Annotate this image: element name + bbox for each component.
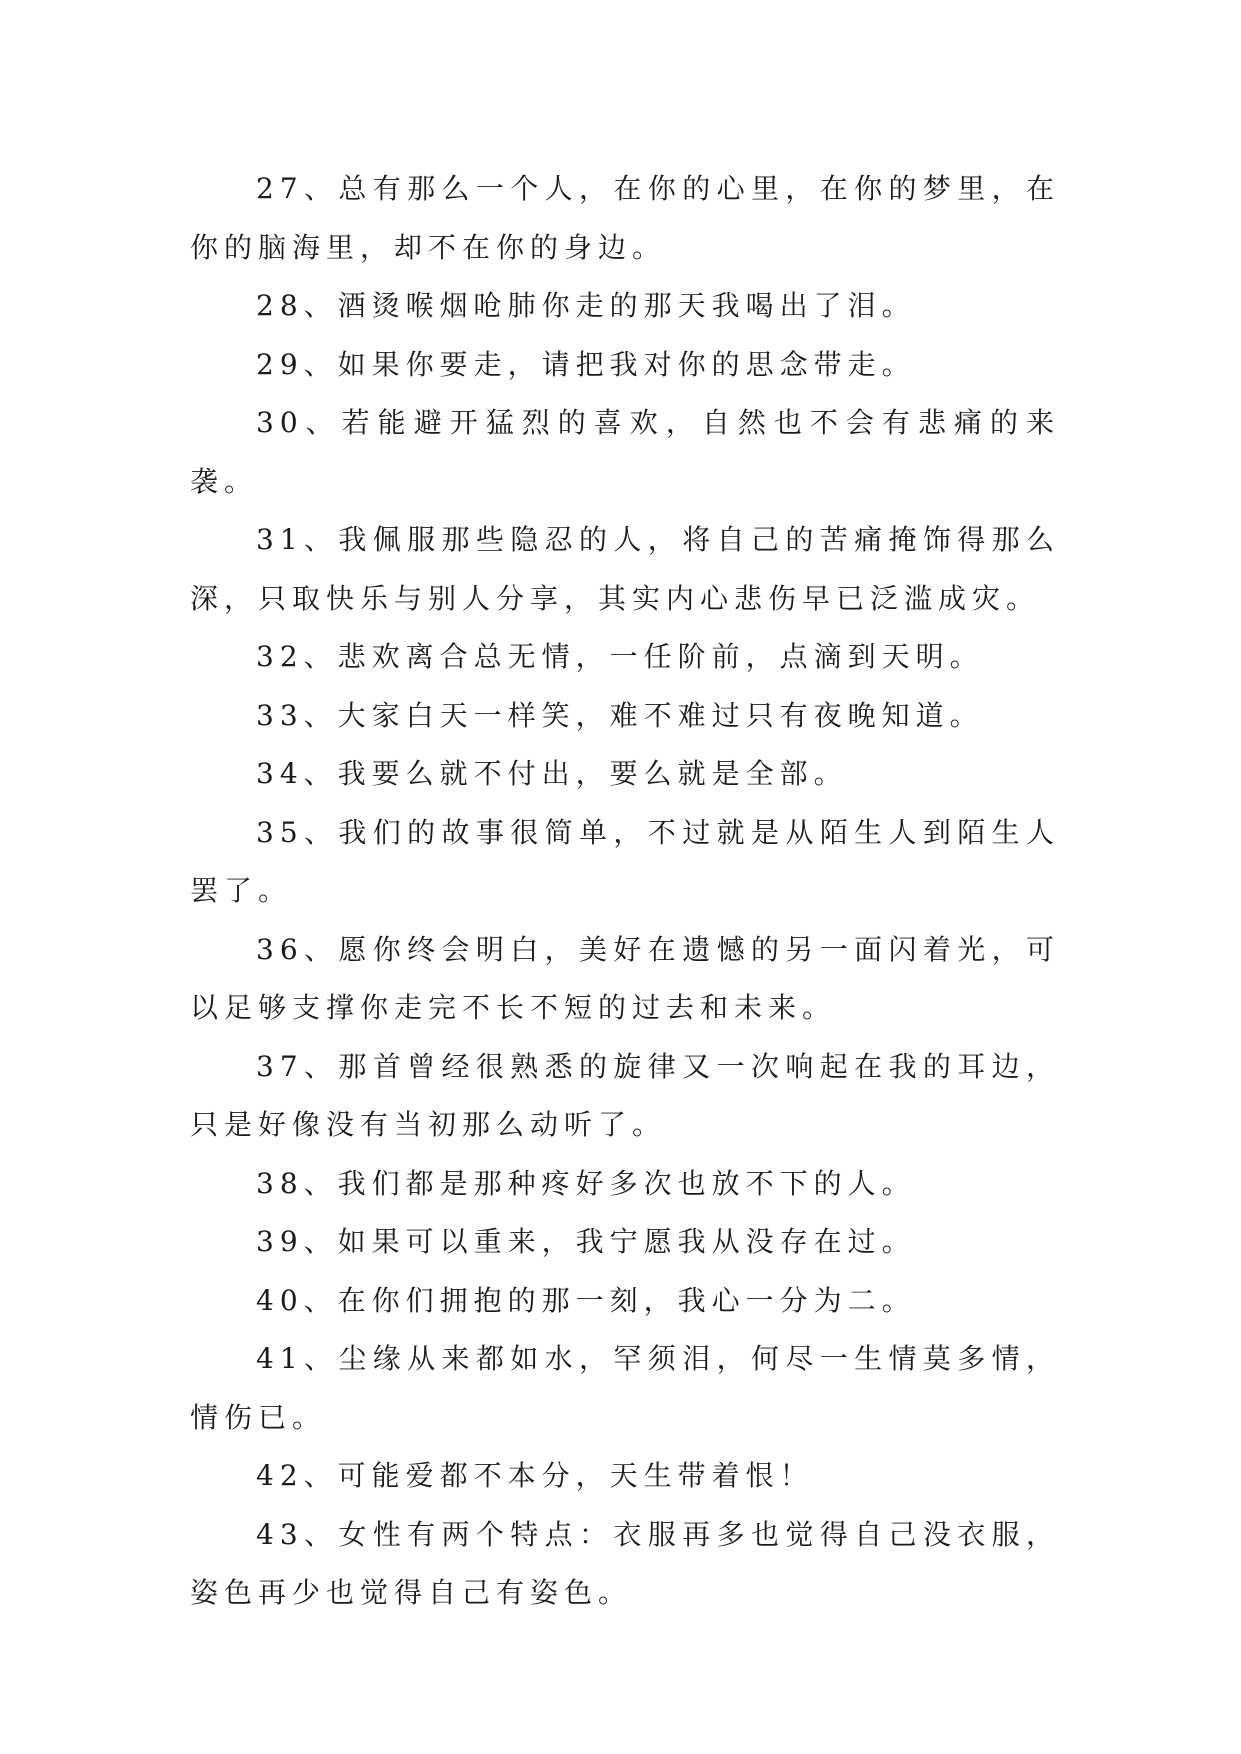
paragraph-35: 35、我们的故事很简单，不过就是从陌生人到陌生人罢了。	[190, 815, 1060, 907]
paragraph-27: 27、总有那么一个人，在你的心里，在你的梦里，在你的脑海里，却不在你的身边。	[190, 172, 1060, 264]
paragraph-40: 40、在你们拥抱的那一刻，我心一分为二。	[256, 1283, 916, 1317]
paragraph-32: 32、悲欢离合总无情，一任阶前，点滴到天明。	[256, 640, 984, 673]
paragraph-28: 28、酒烫喉烟呛肺你走的那天我喝出了泪。	[256, 289, 916, 322]
paragraph-37: 37、那首曾经很熟悉的旋律又一次响起在我的耳边，只是好像没有当初那么动听了。	[190, 1049, 1060, 1141]
paragraph-31: 31、我佩服那些隐忍的人，将自己的苦痛掩饰得那么深，只取快乐与别人分享，其实内心悲伤早已泛滥成灾。	[190, 523, 1060, 615]
paragraph-39: 39、如果可以重来，我宁愿我从没存在过。	[256, 1225, 916, 1258]
paragraph-43: 43、女性有两个特点：衣服再多也觉得自己没衣服，姿色再少也觉得自己有姿色。	[190, 1517, 1060, 1609]
paragraph-30: 30、若能避开猛烈的喜欢，自然也不会有悲痛的来袭。	[190, 406, 1060, 498]
paragraph-41: 41、尘缘从来都如水，罕须泪，何尽一生情莫多情，情伤已。	[190, 1342, 1060, 1434]
paragraph-33: 33、大家白天一样笑，难不难过只有夜晚知道。	[256, 698, 984, 732]
paragraph-29: 29、如果你要走，请把我对你的思念带走。	[256, 347, 916, 381]
paragraph-34: 34、我要么就不付出，要么就是全部。	[256, 757, 848, 790]
document-body	[190, 160, 1060, 1623]
paragraph-42: 42、可能爱都不本分，天生带着恨！	[256, 1459, 814, 1492]
paragraph-36: 36、愿你终会明白，美好在遗憾的另一面闪着光，可以足够支撑你走完不长不短的过去和未来。	[190, 932, 1060, 1024]
paragraph-38: 38、我们都是那种疼好多次也放不下的人。	[256, 1166, 916, 1200]
